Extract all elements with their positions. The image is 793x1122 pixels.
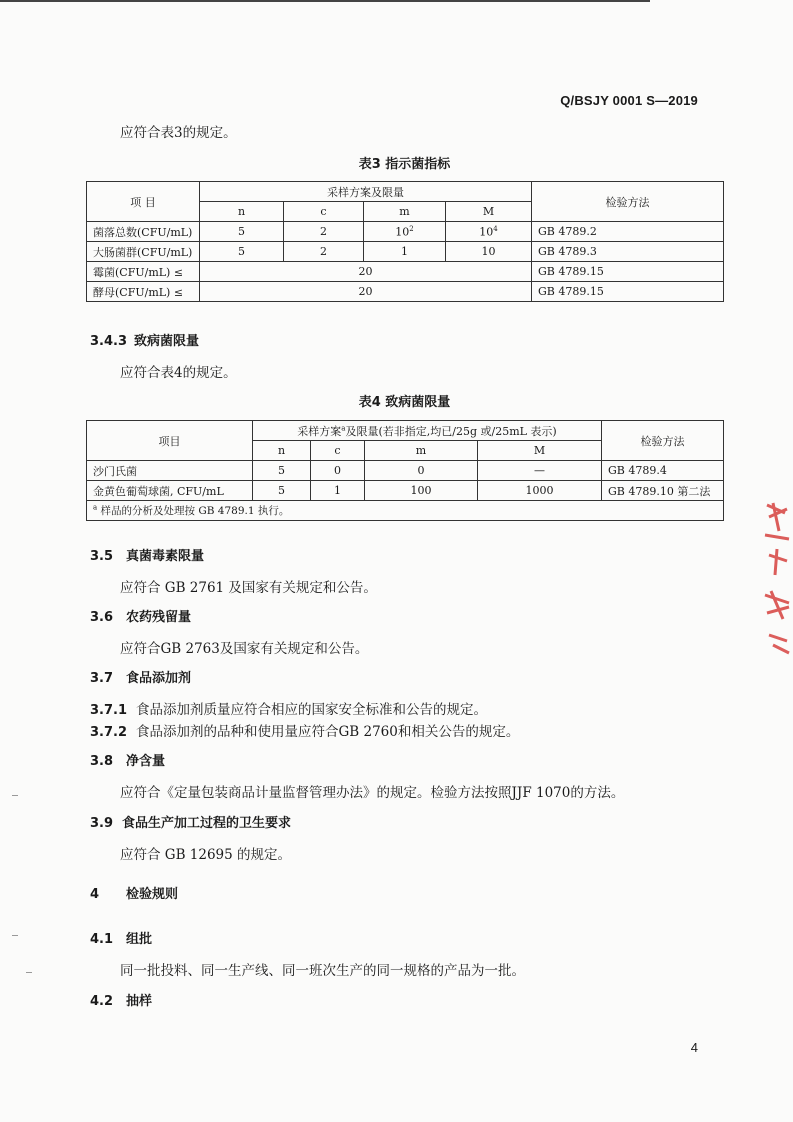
section-number: 3.5 <box>90 549 114 564</box>
section-number: 3.7.2 <box>90 725 128 740</box>
table3-header-n: n <box>200 202 284 222</box>
section-4-2-heading <box>90 990 152 1009</box>
red-seal-fragment <box>759 495 793 665</box>
section-title: 致病菌限量 <box>134 334 200 349</box>
section-3-9-heading <box>90 812 291 831</box>
table4-cell-n: 5 <box>253 461 311 481</box>
section-3-5-body: 应符合 GB 2761 及国家有关规定和公告。 <box>120 580 377 596</box>
document-code: Q/BSJY 0001 S—2019 <box>560 93 698 108</box>
section-4-1-heading <box>90 928 152 947</box>
section-number: 3.7 <box>90 671 114 686</box>
table3-cell-M: $10^4$ <box>446 222 532 242</box>
section-3-7-heading <box>90 667 191 686</box>
section-title: 组批 <box>126 932 153 947</box>
section-3-4-3-heading <box>90 330 199 349</box>
scan-speck <box>12 935 18 936</box>
table3-header-item: 项 目 <box>87 182 200 222</box>
table4-header-sampling: 采样方案$^a$及限量(若非指定,均已/25g 或/25mL 表示) <box>253 421 602 441</box>
table4-cell-n: 5 <box>253 481 311 501</box>
section-title: 食品生产加工过程的卫生要求 <box>122 816 292 831</box>
table4-cell-M: 1000 <box>478 481 602 501</box>
section-3-4-3-body: 应符合表4的规定。 <box>120 365 237 381</box>
section-number: 3.8 <box>90 754 114 769</box>
table4-header-c: c <box>311 441 365 461</box>
table3-cell-value: 20 <box>200 282 532 302</box>
table4-cell-item: 沙门氏菌 <box>87 461 253 481</box>
section-number: 3.4.3 <box>90 334 128 349</box>
section-number: 3.7.1 <box>90 703 128 718</box>
table3-cell-method: GB 4789.2 <box>532 222 724 242</box>
table4-cell-m: 100 <box>365 481 478 501</box>
table3-header-M: M <box>446 202 532 222</box>
table4-header-method: 检验方法 <box>602 421 724 461</box>
table4-cell-m: 0 <box>365 461 478 481</box>
table3-header-c: c <box>284 202 364 222</box>
section-title: 检验规则 <box>126 887 179 902</box>
table4-header-M: M <box>478 441 602 461</box>
table4-cell-c: 1 <box>311 481 365 501</box>
table-row <box>87 461 724 481</box>
table3-cell-method: GB 4789.3 <box>532 242 724 262</box>
intro-text: 应符合表3的规定。 <box>120 125 237 141</box>
section-number: 3.6 <box>90 610 114 625</box>
section-title: 抽样 <box>126 994 153 1009</box>
table-row <box>87 282 724 302</box>
section-body: 食品添加剂质量应符合相应的国家安全标准和公告的规定。 <box>136 702 487 718</box>
section-3-8-body: 应符合《定量包装商品计量监督管理办法》的规定。检验方法按照JJF 1070的方法。 <box>120 785 625 801</box>
section-title: 食品添加剂 <box>126 671 192 686</box>
section-number: 4.2 <box>90 994 114 1009</box>
table4-cell-method: GB 4789.4 <box>602 461 724 481</box>
table4-footnote: $^a$ 样品的分析及处理按 GB 4789.1 执行。 <box>87 501 724 521</box>
table3-cell-n: 5 <box>200 242 284 262</box>
table3-cell-method: GB 4789.15 <box>532 282 724 302</box>
table3-cell-item: 大肠菌群(CFU/mL) <box>87 242 200 262</box>
table4-cell-M: — <box>478 461 602 481</box>
table4-header-item: 项目 <box>87 421 253 461</box>
section-title: 净含量 <box>126 754 166 769</box>
table4-header-n: n <box>253 441 311 461</box>
table3-cell-item: 霉菌(CFU/mL) ≤ <box>87 262 200 282</box>
table3-header-m: m <box>364 202 446 222</box>
section-title: 农药残留量 <box>126 610 192 625</box>
section-title: 真菌毒素限量 <box>126 549 205 564</box>
table3-cell-c: 2 <box>284 222 364 242</box>
table3-header-method: 检验方法 <box>532 182 724 222</box>
table3-cell-item: 菌落总数(CFU/mL) <box>87 222 200 242</box>
table-row <box>87 222 724 242</box>
section-3-6-body: 应符合GB 2763及国家有关规定和公告。 <box>120 641 369 657</box>
table4-cell-method: GB 4789.10 第二法 <box>602 481 724 501</box>
table3-cell-method: GB 4789.15 <box>532 262 724 282</box>
table3-cell-m: $10^2$ <box>364 222 446 242</box>
table3-cell-m: 1 <box>364 242 446 262</box>
section-3-7-1 <box>90 698 487 718</box>
scan-speck <box>26 972 32 973</box>
table3-cell-value: 20 <box>200 262 532 282</box>
section-body: 食品添加剂的品种和使用量应符合GB 2760和相关公告的规定。 <box>136 724 520 740</box>
table3-caption: 表3 指示菌指标 <box>358 157 451 172</box>
table-row <box>87 262 724 282</box>
section-3-6-heading <box>90 606 191 625</box>
table-row <box>87 481 724 501</box>
section-number: 4 <box>90 887 100 902</box>
page-number: 4 <box>690 1040 698 1055</box>
table4-cell-c: 0 <box>311 461 365 481</box>
section-3-7-2 <box>90 720 519 740</box>
table3-cell-c: 2 <box>284 242 364 262</box>
table4 <box>86 420 724 521</box>
section-3-8-heading <box>90 750 165 769</box>
table-row <box>87 242 724 262</box>
section-3-9-body: 应符合 GB 12695 的规定。 <box>120 847 292 863</box>
scan-speck <box>12 795 18 796</box>
table4-header-m: m <box>365 441 478 461</box>
section-4-1-body: 同一批投料、同一生产线、同一班次生产的同一规格的产品为一批。 <box>120 963 525 979</box>
table3-cell-n: 5 <box>200 222 284 242</box>
table4-cell-item: 金黄色葡萄球菌, CFU/mL <box>87 481 253 501</box>
section-3-5-heading <box>90 545 204 564</box>
section-number: 4.1 <box>90 932 114 947</box>
table3-cell-item: 酵母(CFU/mL) ≤ <box>87 282 200 302</box>
table3-header-sampling: 采样方案及限量 <box>200 182 532 202</box>
table4-caption: 表4 致病菌限量 <box>358 395 451 410</box>
section-4-heading <box>90 883 178 902</box>
section-number: 3.9 <box>90 816 114 831</box>
table3-cell-M: 10 <box>446 242 532 262</box>
table3 <box>86 181 724 302</box>
scan-fold-line <box>0 0 650 2</box>
